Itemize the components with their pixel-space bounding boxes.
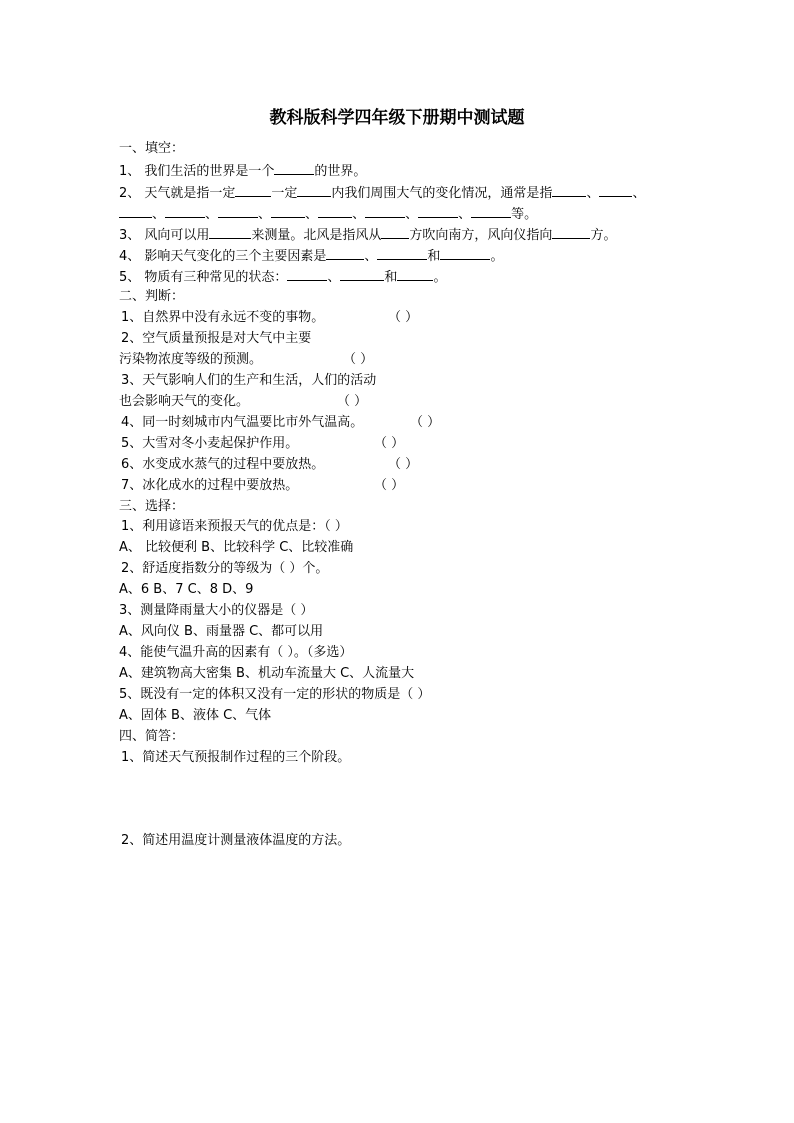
- choice-options-3: A、风向仪 B、雨量器 C、都可以用: [119, 624, 324, 639]
- fill-q2-end: 等。: [511, 207, 538, 222]
- judge-question-2: 2、空气质量预报是对大气中主要: [121, 331, 312, 346]
- fill-q2-blank: [218, 204, 258, 218]
- choice-question-1: 1、利用谚语来预报天气的优点是：（ ）: [121, 519, 348, 534]
- fill-question-3: [119, 225, 616, 244]
- choice-options-5: A、固体 B、液体 C、气体: [119, 708, 272, 723]
- separator: 、: [458, 207, 472, 222]
- fill-q5-blank: [397, 267, 433, 281]
- short-question-1: 1、简述天气预报制作过程的三个阶段。: [121, 750, 351, 765]
- section-fill-heading: 一、填空：: [119, 141, 185, 156]
- separator: 、: [305, 207, 319, 222]
- fill-q2-text-c: 内我们周围大气的变化情况，通常是指: [331, 186, 553, 201]
- fill-q5-blank: [287, 267, 327, 281]
- separator: 、: [352, 207, 366, 222]
- fill-question-5: [119, 267, 446, 286]
- judge-question-2-cont: 污染物浓度等级的预测。: [119, 352, 263, 367]
- short-question-2: 2、简述用温度计测量液体温度的方法。: [121, 833, 351, 848]
- fill-q5-text-c: 和: [384, 270, 398, 285]
- fill-q2-blank: [235, 183, 271, 197]
- fill-q3-text-b: 来测量。北风是指风从: [251, 228, 382, 243]
- fill-q2-blank: [119, 204, 152, 218]
- separator: 、: [205, 207, 219, 222]
- fill-q1-blank: [274, 161, 314, 175]
- fill-q4-blank: [440, 246, 490, 260]
- fill-q3-text-a: 3、 风向可以用: [119, 228, 210, 243]
- fill-q2-blank: [165, 204, 205, 218]
- choice-question-2: 2、舒适度指数分的等级为（ ）个。: [121, 561, 329, 576]
- section-choice-heading: 三、选择：: [119, 499, 185, 514]
- judge-question-5: 5、大雪对冬小麦起保护作用。: [121, 436, 299, 451]
- fill-q2-blank: [418, 204, 458, 218]
- section-judge-heading: 二、判断：: [119, 289, 185, 304]
- separator: 、: [364, 249, 378, 264]
- separator: 、: [258, 207, 272, 222]
- fill-question-2-cont: [119, 204, 537, 223]
- judge-question-7: 7、冰化成水的过程中要放热。: [121, 478, 299, 493]
- fill-q3-text-d: 方。: [590, 228, 617, 243]
- section-short-heading: 四、简答：: [119, 729, 185, 744]
- fill-q3-blank: [381, 225, 409, 239]
- judge-answer-paren-6: （ ）: [388, 457, 419, 472]
- fill-q2-blank: [271, 204, 305, 218]
- separator: 、: [632, 186, 646, 201]
- fill-q2-blank: [365, 204, 405, 218]
- fill-q3-blank: [552, 225, 590, 239]
- fill-q4-blank: [377, 246, 427, 260]
- separator: 、: [152, 207, 166, 222]
- judge-answer-paren-7: （ ）: [374, 478, 405, 493]
- fill-q2-blank: [552, 183, 586, 197]
- separator: 、: [327, 270, 341, 285]
- separator: 、: [405, 207, 419, 222]
- fill-q2-blank: [471, 204, 511, 218]
- choice-question-5: 5、既没有一定的体积又没有一定的形状的物质是（ ）: [119, 687, 431, 702]
- fill-q4-blank: [326, 246, 364, 260]
- choice-options-2: A、6 B、7 C、8 D、9: [119, 582, 254, 597]
- judge-question-1: 1、自然界中没有永远不变的事物。: [121, 310, 325, 325]
- fill-q2-blank: [599, 183, 632, 197]
- judge-answer-paren-3: （ ）: [337, 394, 368, 409]
- fill-q1-text-a: 1、 我们生活的世界是一个: [119, 164, 275, 179]
- fill-q2-blank: [318, 204, 352, 218]
- judge-answer-paren-4: （ ）: [410, 415, 441, 430]
- fill-q2-text-b: 一定: [271, 186, 298, 201]
- choice-question-4: 4、能使气温升高的因素有（ ）。（多选）: [119, 645, 353, 660]
- fill-question-4: [119, 246, 503, 265]
- judge-question-3-cont: 也会影响天气的变化。: [119, 394, 250, 409]
- exam-title: 教科版科学四年级下册期中测试题: [269, 108, 525, 128]
- judge-answer-paren-2: （ ）: [343, 352, 374, 367]
- fill-question-1: [119, 161, 366, 180]
- fill-q2-blank: [297, 183, 331, 197]
- fill-q5-text-a: 5、 物质有三种常见的状态：: [119, 270, 288, 285]
- fill-q1-text-b: 的世界。: [314, 164, 367, 179]
- fill-q4-text-a: 4、 影响天气变化的三个主要因素是: [119, 249, 327, 264]
- fill-q2-text-a: 2、 天气就是指一定: [119, 186, 236, 201]
- fill-q5-blank: [340, 267, 384, 281]
- fill-q5-text-d: 。: [433, 270, 447, 285]
- judge-question-6: 6、水变成水蒸气的过程中要放热。: [121, 457, 325, 472]
- judge-answer-paren-1: （ ）: [388, 310, 419, 325]
- judge-answer-paren-5: （ ）: [374, 436, 405, 451]
- judge-question-4: 4、同一时刻城市内气温要比市外气温高。: [121, 415, 364, 430]
- judge-question-3: 3、天气影响人们的生产和生活，人们的活动: [121, 373, 377, 388]
- fill-q3-blank: [209, 225, 251, 239]
- choice-options-4: A、建筑物高大密集 B、机动车流量大 C、人流量大: [119, 666, 415, 681]
- fill-q3-text-c: 方吹向南方，风向仪指向: [409, 228, 553, 243]
- fill-question-2: [119, 183, 645, 202]
- choice-options-1: A、 比较便利 B、比较科学 C、比较准确: [119, 540, 354, 555]
- choice-question-3: 3、测量降雨量大小的仪器是（ ）: [119, 603, 314, 618]
- fill-q4-text-d: 。: [490, 249, 504, 264]
- fill-q4-text-c: 和: [427, 249, 441, 264]
- separator: 、: [586, 186, 600, 201]
